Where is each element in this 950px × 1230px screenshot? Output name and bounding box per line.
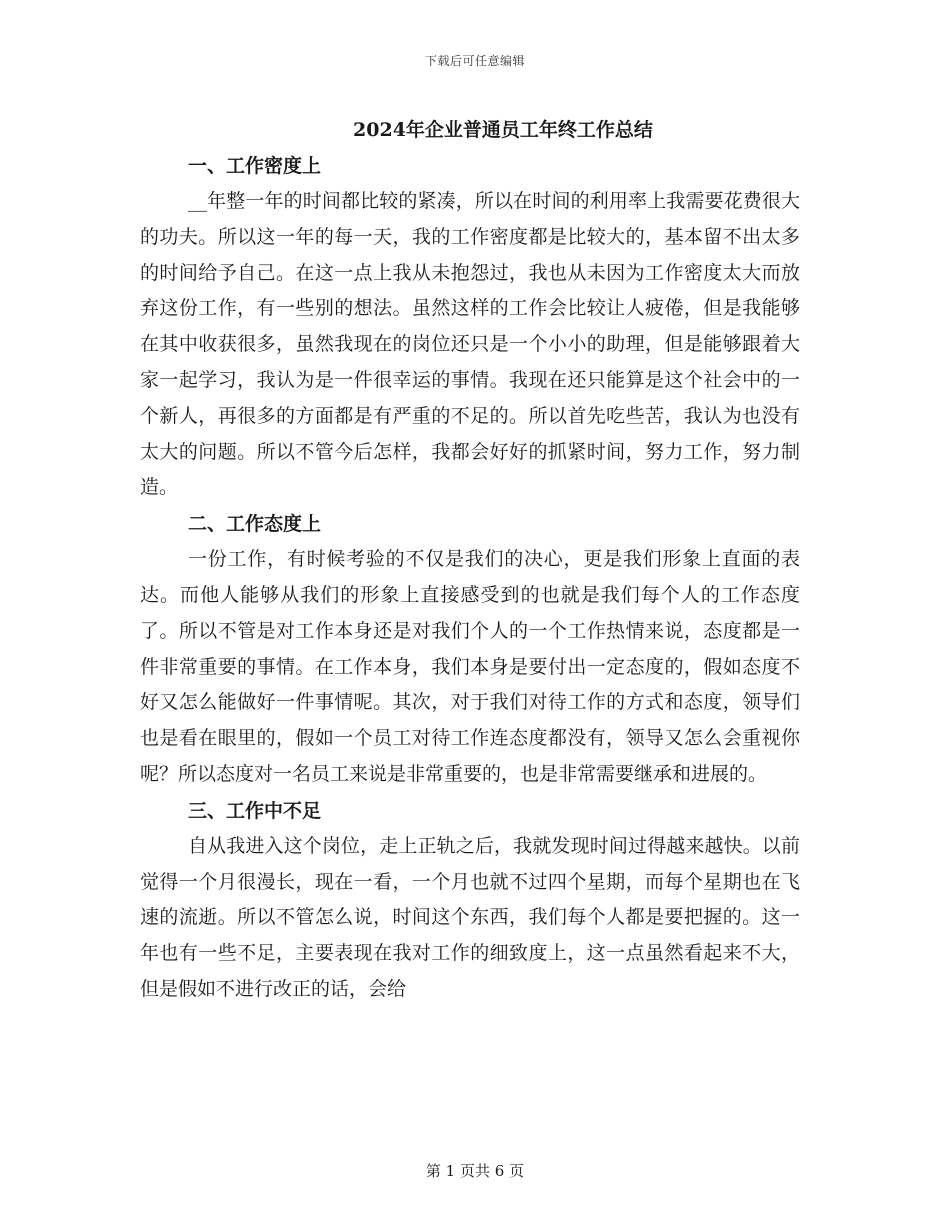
- section-heading-2: 二、工作态度上: [188, 513, 322, 536]
- header-note: 下载后可任意编辑: [424, 54, 525, 68]
- page-number-footer: 第 1 页共 6 页: [425, 1162, 525, 1180]
- document-title: 2024年企业普通员工年终工作总结: [353, 119, 653, 141]
- section-heading-3: 三、工作中不足: [188, 799, 322, 822]
- document-body: [140, 112, 800, 1008]
- section-paragraph-3: 自从我进入这个岗位，走上正轨之后，我就发现时间过得越来越快。以前觉得一个月很漫长，现在一看，一个月也就不过四个星期，而每个星期也在飞速的流逝。所以不管怎么说，时间这个东西，我们每个人都是要把握的。这一年也有一些不足，主要表现在我对工作的细致度上，这一点虽然看起来不大，但是假如不进行改正的话，会给: [140, 834, 800, 1000]
- section-paragraph-2: 一份工作，有时候考验的不仅是我们的决心，更是我们形象上直面的表达。而他人能够从我们的形象上直接感受到的也就是我们每个人的工作态度了。所以不管是对工作本身还是对我们个人的一个工作热情来说，态度都是一件非常重要的事情。在工作本身，我们本身是要付出一定态度的，假如态度不好又怎么能做好一件事情呢。其次，对于我们对待工作的方式和态度，领导们也是看在眼里的，假如一个员工对待工作连态度都没有，领导又怎么会重视你呢？所以态度对一名员工来说是非常重要的，也是非常需要继承和进展的。: [140, 548, 800, 785]
- section-heading-1: 一、工作密度上: [188, 155, 322, 177]
- section-paragraph-1: __年整一年的时间都比较的紧凑，所以在时间的利用率上我需要花费很大的功夫。所以这一年的每一天，我的工作密度都是比较大的，基本留不出太多的时间给予自己。在这一点上我从未抱怨过，我也从未因为工作密度太大而放弃这份工作，有一些别的想法。虽然这样的工作会比较让人疲倦，但是我能够在其中收获很多，虽然我现在的岗位还只是一个小小的助理，但是能够跟着大家一起学习，我认为是一件很幸运的事情。我现在还只能算是这个社会中的一个新人，再很多的方面都是有严重的不足的。所以首先吃些苦，我认为也没有太大的问题。所以不管今后怎样，我都会好好的抓紧时间，努力工作，努力制造。: [140, 190, 800, 499]
